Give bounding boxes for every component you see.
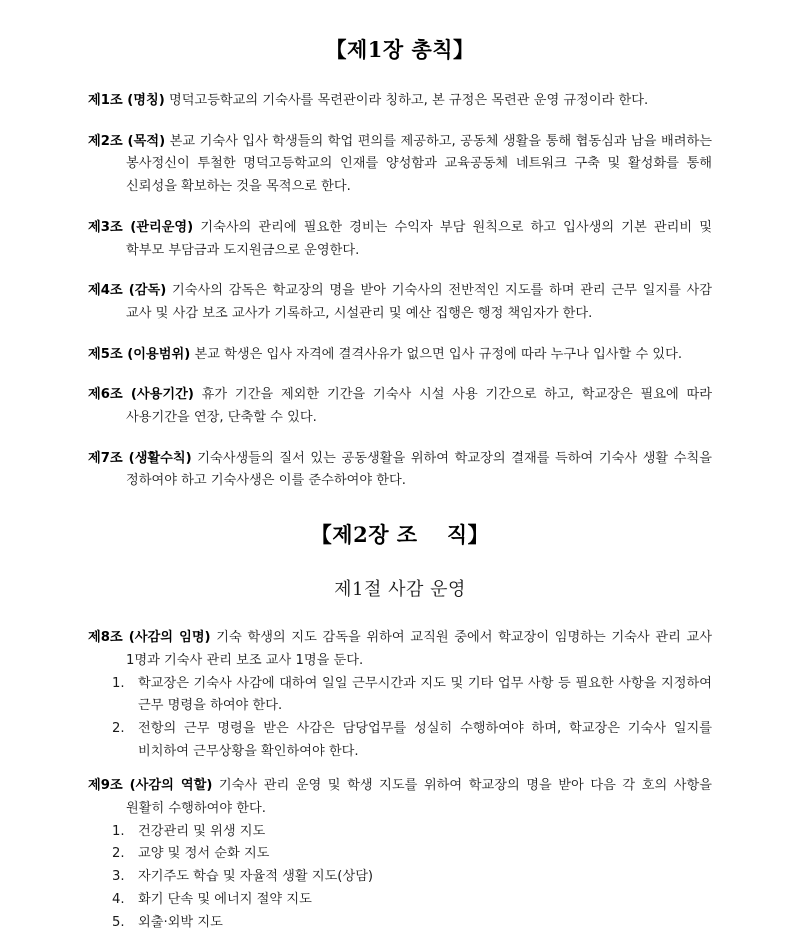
spacer — [0, 763, 800, 775]
article-7 — [0, 448, 800, 493]
spacer — [0, 64, 800, 90]
article-9 — [0, 775, 800, 820]
chapter-1-heading: 【제1장 총칙】 — [325, 37, 475, 62]
article-5-label: 제5조 (이용범위) — [88, 346, 191, 362]
article-7-body — [88, 448, 712, 493]
list-item-number: 1. — [112, 675, 125, 691]
list-item — [0, 889, 712, 912]
article-7-label: 제7조 (생활수칙) — [88, 450, 192, 466]
spacer — [0, 430, 800, 448]
article-3-text: 기숙사의 관리에 필요한 경비는 수익자 부담 원칙으로 하고 입사생의 기본 관리비 및 학부모 부담금과 도지원금으로 운영한다. — [126, 219, 712, 258]
article-8-item-list — [0, 673, 800, 764]
article-3-body — [88, 217, 712, 262]
article-9-label: 제9조 (사감의 역할) — [88, 778, 213, 794]
list-item-number: 1. — [112, 823, 125, 839]
article-6-body — [88, 384, 712, 429]
article-4 — [0, 280, 800, 325]
list-item — [0, 866, 712, 889]
article-3 — [0, 217, 800, 262]
spacer — [0, 326, 800, 344]
spacer-top — [0, 0, 800, 34]
article-6-label: 제6조 (사용기간) — [88, 387, 194, 403]
list-item-number: 2. — [112, 846, 125, 862]
article-4-body — [88, 280, 712, 325]
article-8-text: 기숙 학생의 지도 감독을 위하여 교직원 중에서 학교장이 임명하는 기숙사 관리 교사 1명과 기숙사 관리 보조 교사 1명을 둔다. — [126, 630, 712, 668]
article-1-body — [88, 90, 712, 113]
list-item-number: 5. — [112, 914, 125, 930]
article-4-label: 제4조 (감독) — [88, 283, 167, 299]
spacer — [0, 493, 800, 519]
article-9-body — [88, 775, 712, 820]
list-item-text: 학교장은 기숙사 사감에 대하여 일일 근무시간과 지도 및 기타 업무 사항 등 필요한 사항을 지정하여 근무 명령을 하여야 한다. — [138, 675, 712, 714]
list-item — [0, 673, 712, 718]
article-2-body — [88, 131, 712, 199]
article-5-body — [88, 344, 712, 367]
article-6 — [0, 384, 800, 429]
article-5 — [0, 344, 800, 367]
article-8-body — [88, 627, 712, 672]
article-7-text: 기숙사생들의 질서 있는 공동생활을 위하여 학교장의 결재를 득하여 기숙사 생활 수칙을 정하여야 하고 기숙사생은 이를 준수하여야 한다. — [126, 450, 713, 489]
article-9-text: 기숙사 관리 운영 및 학생 지도를 위하여 학교장의 명을 받아 다음 각 호의 사항을 원활히 수행하여야 한다. — [126, 778, 712, 817]
article-2-text: 본교 기숙사 입사 학생들의 학업 편의를 제공하고, 공동체 생활을 통해 협동심과 남을 배려하는 봉사정신이 투철한 명덕고등학교의 인재를 양성함과 교육공동체 네트워크 구축 및 활성화를 통해 신뢰성을 확보하는 것을 목적으로 한다. — [126, 133, 713, 195]
list-item-text: 외출·외박 지도 — [138, 914, 223, 930]
list-item-text: 자기주도 학습 및 자율적 생활 지도(상담) — [138, 869, 374, 885]
article-5-text: 본교 학생은 입사 자격에 결격사유가 없으면 입사 규정에 따라 누구나 입사할 수 있다. — [190, 346, 683, 362]
article-1-text: 명덕고등학교의 기숙사를 목련관이라 칭하고, 본 규정은 목련관 운영 규정이라 한다. — [164, 93, 649, 108]
spacer — [0, 366, 800, 384]
spacer — [0, 601, 800, 627]
article-8-label: 제8조 (사감의 임명) — [88, 630, 211, 646]
article-2-label: 제2조 (목적) — [88, 133, 166, 149]
list-item-number: 4. — [112, 891, 125, 907]
spacer — [0, 113, 800, 131]
spacer — [0, 199, 800, 217]
article-6-text: 휴가 기간을 제외한 기간을 기숙사 시설 사용 기간으로 하고, 학교장은 필요에 따라 사용기간을 연장, 단축할 수 있다. — [126, 387, 712, 426]
list-item-number: 2. — [112, 720, 125, 736]
list-item-number: 3. — [112, 869, 125, 885]
list-item — [0, 843, 712, 866]
article-2 — [0, 131, 800, 199]
article-4-text: 기숙사의 감독은 학교장의 명을 받아 기숙사의 전반적인 지도를 하며 관리 근무 일지를 사감 교사 및 사감 보조 교사가 기록하고, 시설관리 및 예산 집행은 행정 책임자가 한다. — [126, 283, 713, 321]
list-item — [0, 821, 712, 844]
article-8 — [0, 627, 800, 672]
list-item-text: 건강관리 및 위생 지도 — [138, 823, 266, 839]
list-item — [0, 718, 712, 763]
chapter-2-heading: 【제2장 조 직】 — [310, 522, 490, 548]
article-9-item-list — [0, 821, 800, 935]
article-3-label: 제3조 (관리운영) — [88, 219, 194, 235]
list-item-text: 전항의 근무 명령을 받은 사감은 담당업무를 성실히 수행하여야 하며, 학교장은 기숙사 일지를 비치하여 근무상황을 확인하여야 한다. — [138, 720, 712, 759]
list-item-text: 화기 단속 및 에너지 절약 지도 — [138, 891, 312, 907]
spacer — [0, 549, 800, 575]
article-1-label: 제1조 (명칭) — [88, 93, 165, 108]
list-item — [0, 912, 712, 935]
section-1-heading: 제1절 사감 운영 — [334, 579, 466, 601]
article-1 — [0, 90, 800, 113]
list-item-text: 교양 및 정서 순화 지도 — [138, 846, 270, 862]
spacer — [0, 262, 800, 280]
